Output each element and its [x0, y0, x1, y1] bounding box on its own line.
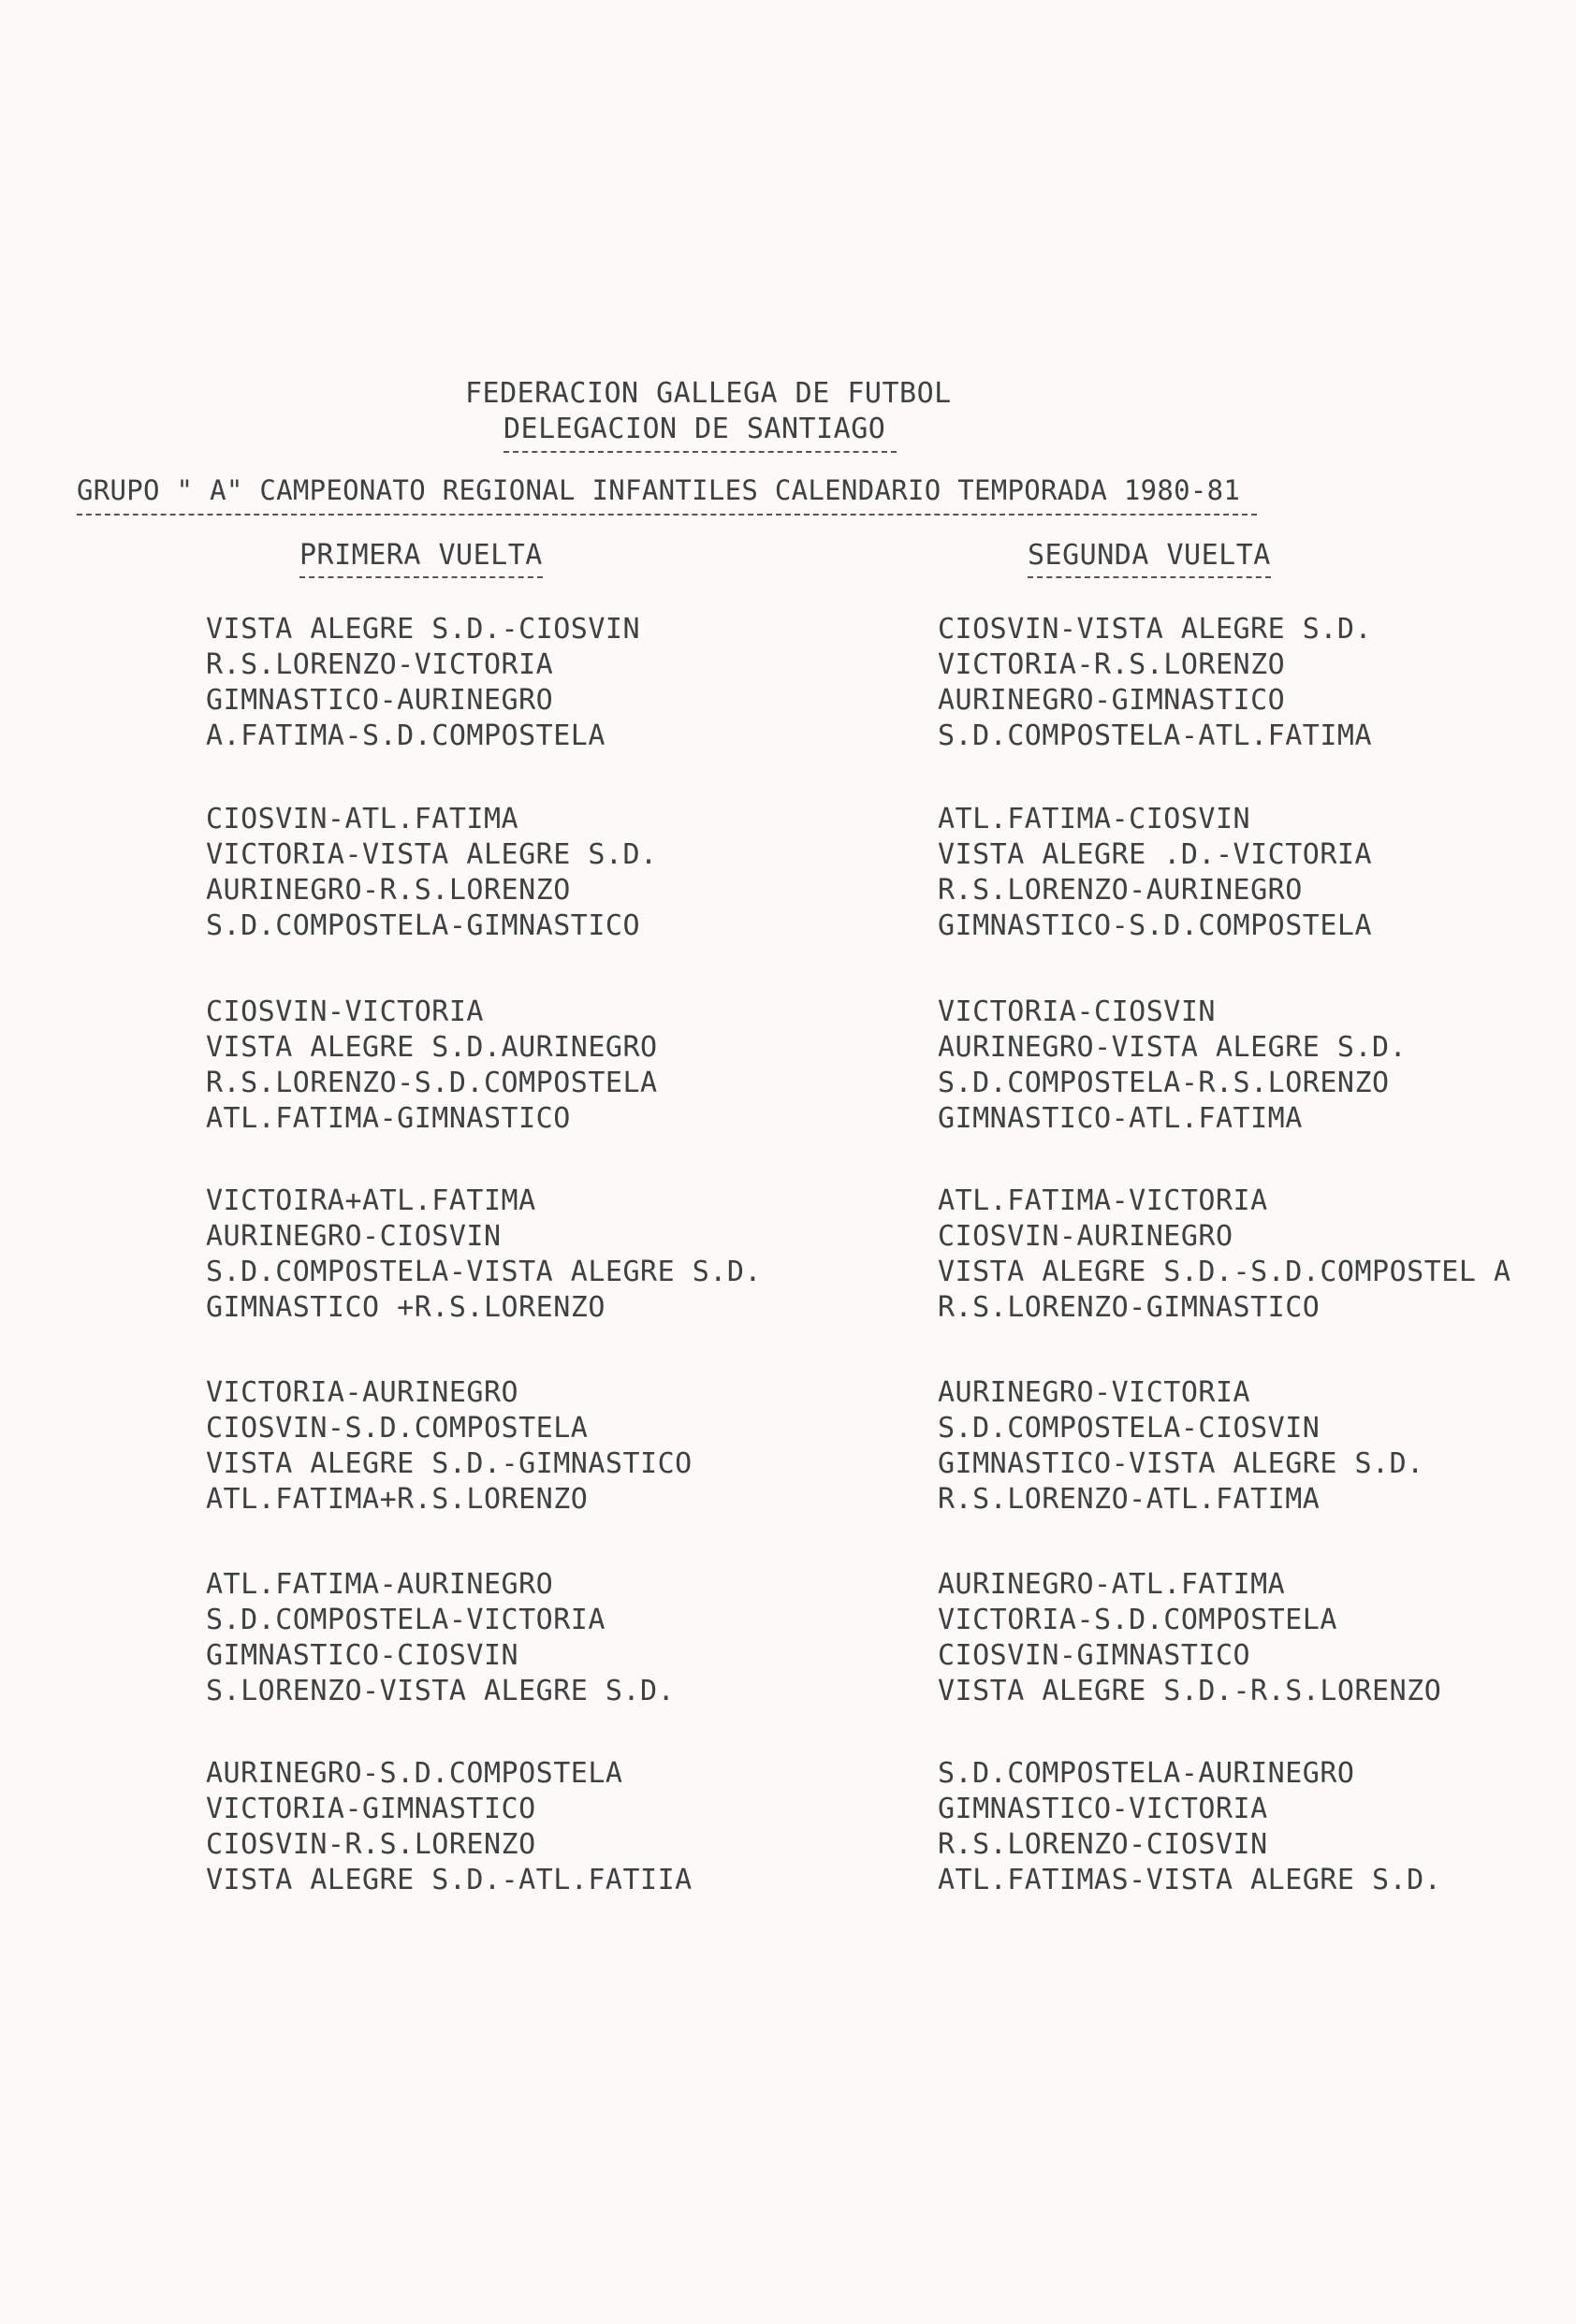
match: VICTORIA-R.S.LORENZO [938, 648, 1286, 681]
match: GIMNASTICO-AURINEGRO [206, 684, 554, 717]
primera-round-4 [206, 1184, 762, 1326]
segunda-round-6 [938, 1567, 1441, 1709]
match: S.D.COMPOSTELA-GIMNASTICO [206, 909, 641, 942]
match: VISTA ALEGRE .D.-VICTORIA [938, 838, 1373, 871]
match: R.S.LORENZO-ATL.FATIMA [938, 1483, 1321, 1516]
primera-round-6 [206, 1567, 675, 1709]
match: CIOSVIN-VICTORIA [206, 995, 484, 1028]
primera-round-5 [206, 1375, 693, 1518]
match: AURINEGRO-VICTORIA [938, 1376, 1251, 1409]
match: VISTA ALEGRE S.D.-CIOSVIN [206, 613, 641, 646]
match: R.S.LORENZO-GIMNASTICO [938, 1291, 1321, 1324]
match: VISTA ALEGRE S.D.AURINEGRO [206, 1031, 658, 1064]
match: GIMNASTICO-S.D.COMPOSTELA [938, 909, 1373, 942]
match: AURINEGRO-S.D.COMPOSTELA [206, 1757, 623, 1790]
match: ATL.FATIMA-GIMNASTICO [206, 1102, 571, 1135]
match: R.S.LORENZO-CIOSVIN [938, 1828, 1268, 1861]
match: VISTA ALEGRE S.D.-GIMNASTICO [206, 1447, 693, 1480]
match: ATL.FATIMA+R.S.LORENZO [206, 1483, 589, 1516]
match: VISTA ALEGRE S.D.-S.D.COMPOSTEL A [938, 1256, 1511, 1288]
match: CIOSVIN-AURINEGRO [938, 1220, 1233, 1253]
match: VICTORIA-GIMNASTICO [206, 1793, 536, 1825]
federation-title: FEDERACION GALLEGA DE FUTBOL [465, 377, 952, 410]
match: ATL.FATIMA-VICTORIA [938, 1184, 1268, 1217]
segunda-round-1 [938, 612, 1372, 754]
match: R.S.LORENZO-VICTORIA [206, 648, 554, 681]
match: VICTORIA-VISTA ALEGRE S.D. [206, 838, 658, 871]
match: S.D.COMPOSTELA-VISTA ALEGRE S.D. [206, 1256, 762, 1288]
primera-round-1 [206, 612, 640, 754]
match: S.D.COMPOSTELA-VICTORIA [206, 1604, 606, 1636]
match: VISTA ALEGRE S.D.-R.S.LORENZO [938, 1675, 1442, 1707]
match: ATL.FATIMA-CIOSVIN [938, 803, 1251, 835]
match: VICTORIA-AURINEGRO [206, 1376, 519, 1409]
match: GIMNASTICO +R.S.LORENZO [206, 1291, 606, 1324]
match: VISTA ALEGRE S.D.-ATL.FATIIA [206, 1864, 693, 1896]
primera-vuelta-heading: PRIMERA VUELTA [299, 538, 543, 578]
match: CIOSVIN-GIMNASTICO [938, 1639, 1251, 1672]
match: VICTOIRA+ATL.FATIMA [206, 1184, 536, 1217]
match: S.D.COMPOSTELA-ATL.FATIMA [938, 719, 1373, 752]
match: S.D.COMPOSTELA-AURINEGRO [938, 1757, 1355, 1790]
match: AURINEGRO-ATL.FATIMA [938, 1568, 1286, 1601]
match: CIOSVIN-VISTA ALEGRE S.D. [938, 613, 1373, 646]
match: CIOSVIN-ATL.FATIMA [206, 803, 519, 835]
match: GIMNASTICO-VISTA ALEGRE S.D. [938, 1447, 1424, 1480]
match: CIOSVIN-R.S.LORENZO [206, 1828, 536, 1861]
primera-round-2 [206, 802, 658, 944]
match: S.D.COMPOSTELA-CIOSVIN [938, 1412, 1321, 1445]
match: VICTORIA-S.D.COMPOSTELA [938, 1604, 1337, 1636]
segunda-round-4 [938, 1184, 1511, 1326]
segunda-vuelta-heading: SEGUNDA VUELTA [1028, 538, 1271, 578]
segunda-round-7 [938, 1756, 1441, 1898]
match: ATL.FATIMA-AURINEGRO [206, 1568, 554, 1601]
segunda-round-3 [938, 995, 1407, 1137]
primera-round-7 [206, 1756, 693, 1898]
match: GIMNASTICO-VICTORIA [938, 1793, 1268, 1825]
match: R.S.LORENZO-S.D.COMPOSTELA [206, 1067, 658, 1099]
match: ATL.FATIMAS-VISTA ALEGRE S.D. [938, 1864, 1442, 1896]
segunda-round-2 [938, 802, 1372, 944]
match: CIOSVIN-S.D.COMPOSTELA [206, 1412, 589, 1445]
segunda-round-5 [938, 1375, 1424, 1518]
match: AURINEGRO-GIMNASTICO [938, 684, 1286, 717]
match: GIMNASTICO-CIOSVIN [206, 1639, 519, 1672]
match: AURINEGRO-CIOSVIN [206, 1220, 502, 1253]
match: AURINEGRO-R.S.LORENZO [206, 874, 571, 907]
match: AURINEGRO-VISTA ALEGRE S.D. [938, 1031, 1408, 1064]
match: R.S.LORENZO-AURINEGRO [938, 874, 1303, 907]
match: VICTORIA-CIOSVIN [938, 995, 1216, 1028]
group-calendar-title: GRUPO " A" CAMPEONATO REGIONAL INFANTILES CALENDARIO TEMPORADA 1980-81 [77, 472, 1257, 516]
primera-round-3 [206, 995, 658, 1137]
match: A.FATIMA-S.D.COMPOSTELA [206, 719, 606, 752]
match: GIMNASTICO-ATL.FATIMA [938, 1102, 1303, 1135]
match: S.LORENZO-VISTA ALEGRE S.D. [206, 1675, 676, 1707]
match: S.D.COMPOSTELA-R.S.LORENZO [938, 1067, 1390, 1099]
delegation-title: DELEGACION DE SANTIAGO [503, 412, 897, 453]
